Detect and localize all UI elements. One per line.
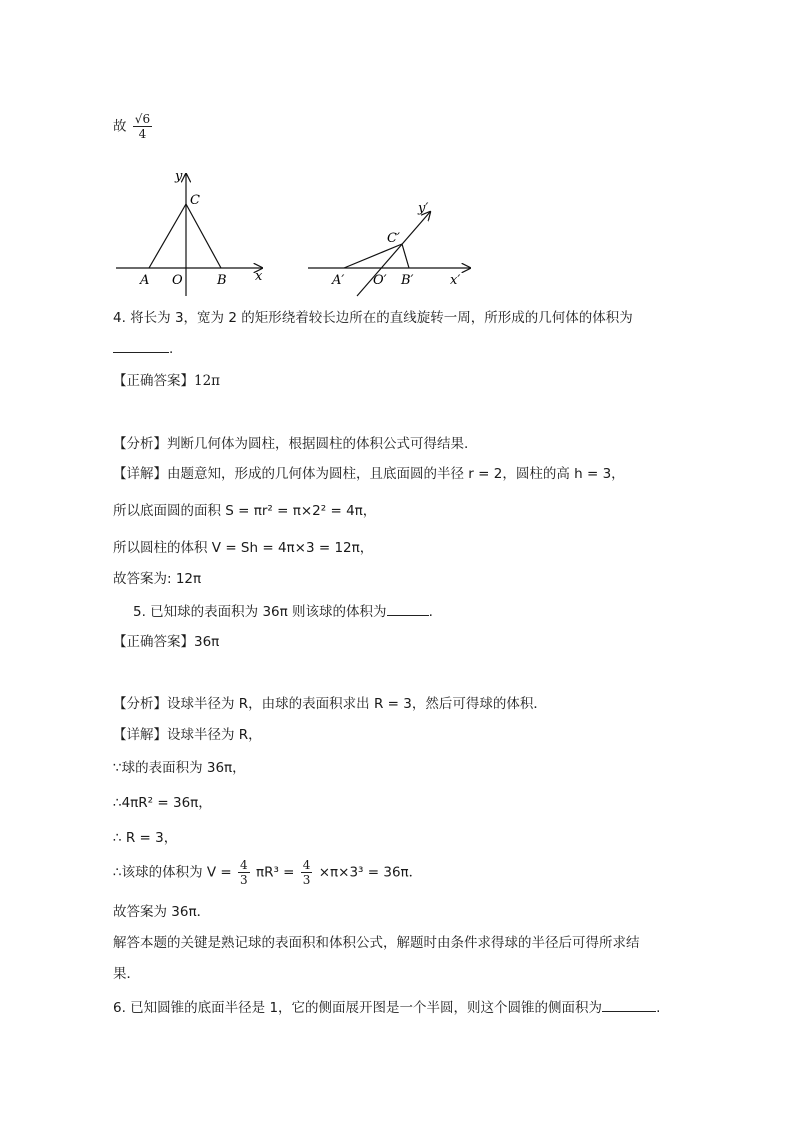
q5-analysis [113,694,547,714]
right-label-y: y′ [418,201,429,216]
q5-answer-value: 36π [194,634,220,650]
q6-question-text: 6. 已知圆锥的底面半径是 1，它的侧面展开图是一个半圆，则这个圆锥的侧面积为 [113,1000,603,1016]
q4-detail-label: 【详解】 [113,466,167,482]
q4-step1: 所以底面圆的面积 S = πr² = π×2² = 4π， [113,503,377,519]
fraction-denominator: 4 [138,127,147,141]
q4-question [113,308,633,328]
q4-analysis-text: 判断几何体为圆柱，根据圆柱的体积公式可得结果. [167,436,469,452]
q5-question-text: 5. 已知球的表面积为 36π 则该球的体积为 [133,604,387,620]
right-label-b: B′ [401,273,414,288]
q5-answer-blank [387,601,429,616]
fraction-numerator: 4 [240,858,248,872]
q4-answer-label: 【正确答案】 [113,373,194,389]
q5-step2: ∴4πR² = 36π， [113,795,212,811]
right-label-x: x′ [450,273,461,288]
right-side-ac [344,244,402,268]
q4-analysis-label: 【分析】 [113,436,167,452]
q5-detail [113,725,262,745]
left-label-y: y [175,169,183,184]
q5-note-line2: 果． [113,966,140,982]
right-label-a: A′ [332,273,345,288]
left-label-b: B [217,273,227,288]
left-label-x: x [255,269,263,284]
q4-analysis [113,434,468,454]
q4-conclusion: 故答案为: 12π [113,571,202,587]
q4-tail: . [169,341,174,357]
q5-step4-prefix: ∴该球的体积为 V = [113,864,232,881]
q5-conclusion: 故答案为 36π． [113,904,211,920]
right-label-o: O′ [373,273,387,288]
q4-step2: 所以圆柱的体积 V = Sh = 4π×3 = 12π， [113,540,374,556]
oblique-projection-figure [0,168,794,298]
q4-detail [113,464,625,484]
q4-answer-blank [113,338,169,353]
q5-step4 [113,858,422,887]
header-answer [113,112,154,141]
q4-detail-text: 由题意知，形成的几何体为圆柱，且底面圆的半径 r = 2，圆柱的高 h = 3， [167,466,625,482]
q5-note-line1: 解答本题的关键是熟记球的表面积和体积公式，解题时由条件求得球的半径后可得所求结 [113,935,640,951]
header-answer-prefix: 故 [113,118,127,135]
left-side-bc [186,204,221,268]
fraction-denominator: 3 [302,873,311,887]
q5-fraction-2 [301,858,313,887]
q5-question [133,601,433,622]
q5-answer [113,632,219,652]
right-y-axis [357,212,430,296]
q5-step4-suffix: ×π×3³ = 36π． [318,864,423,881]
q6-question [113,997,660,1018]
q5-fraction-1 [238,858,250,887]
q5-step4-mid: πR³ = [255,864,295,881]
q5-step1: ∵球的表面积为 36π， [113,760,246,776]
q4-answer [113,371,220,391]
left-side-ac [149,204,186,268]
q5-detail-label: 【详解】 [113,727,167,743]
q4-blank-line [113,338,173,359]
projected-triangle-diagram [308,201,470,296]
q6-answer-blank [602,997,656,1012]
q4-answer-value: 12π [194,373,221,389]
left-label-o: O [172,273,183,288]
left-label-a: A [140,273,150,288]
q5-step3: ∴ R = 3， [113,830,178,846]
fraction-denominator: 3 [240,873,248,887]
right-side-bc [402,244,409,268]
q4-question-text: 4. 将长为 3，宽为 2 的矩形绕着较长边所在的直线旋转一周，所形成的几何体的体积为 [113,310,633,326]
q5-tail: . [428,604,433,620]
left-label-c: C [190,193,200,208]
right-label-c: C′ [387,231,400,246]
fraction-numerator: 4 [302,858,311,872]
header-answer-fraction [133,112,152,141]
q5-analysis-text: 设球半径为 R，由球的表面积求出 R = 3，然后可得球的体积． [167,696,547,712]
q5-detail-text: 设球半径为 R， [167,727,262,743]
q5-answer-label: 【正确答案】 [113,634,194,650]
q5-analysis-label: 【分析】 [113,696,167,712]
q6-tail: . [656,1000,661,1016]
original-triangle-diagram [116,169,263,296]
fraction-numerator: √6 [134,112,151,126]
